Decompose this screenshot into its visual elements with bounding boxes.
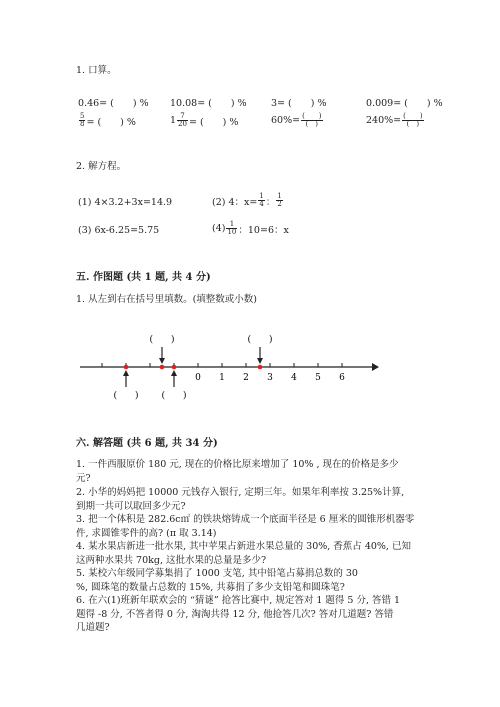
problem-2: 2. 小华的妈妈把 10000 元钱存入银行, 定期三年。如果年利率按 3.25%计算, 到期一共可以取回多少元? <box>76 487 405 512</box>
tick-label-0: 0 <box>195 373 201 383</box>
tick-label-2: 2 <box>243 373 249 383</box>
section-6-title: 六. 解答题 (共 6 题, 共 34 分) <box>76 438 218 449</box>
answer-bracket-top: ( ) <box>149 335 175 345</box>
tick-label-1: 1 <box>219 373 225 383</box>
q1-item-1: 0.46= ( ) % <box>78 98 149 109</box>
fraction: $\frac{1}{10}$ <box>227 220 237 236</box>
equation-4: (4) $\frac{1}{10}$ ：10=6：x <box>212 220 289 236</box>
tick-label-6: 6 <box>339 373 345 383</box>
tick-label-5: 5 <box>315 373 321 383</box>
q2-title: 2. 解方程。 <box>76 161 127 172</box>
problem-6: 6. 在六(1)班新年联欢会的 “猜谜” 抢答比赛中, 规定答对 1 题得 5 分, 答错 1 题得 -8 分, 不答者得 0 分, 淘淘共得 12 分, 他抢答几次? 答对几道题? 答错 几道题? <box>76 595 401 633</box>
number-line <box>70 325 390 405</box>
equation-3: (3) 6x-6.25=5.75 <box>78 225 160 236</box>
equation-2: (2) 4：x= $\frac{1}{4}$ ： $\frac{1}{2}$ <box>212 192 282 208</box>
point-marker <box>258 365 263 370</box>
problem-4: 4. 某水果店新进一批水果, 其中苹果占新进水果总量的 30%, 香蕉占 40%, 已知 这两种水果共 70kg, 这批水果的总量是多少? <box>76 541 411 566</box>
point-marker <box>124 365 129 370</box>
number-line-arrow-icon <box>372 363 379 371</box>
answer-bracket-top: ( ) <box>247 335 273 345</box>
q1-item-2: 10.08= ( ) % <box>170 98 247 109</box>
fraction: $\frac{7}{20}$ <box>178 112 187 128</box>
q1-item-3: 3= ( ) % <box>271 98 327 109</box>
q1-title: 1. 口算。 <box>76 65 117 76</box>
section-5-question: 1. 从左到右在括号里填数。(填整数或小数) <box>76 294 257 305</box>
fraction: $\frac{1}{2}$ <box>277 192 282 208</box>
equation-1: (1) 4×3.2+3x=14.9 <box>78 197 173 208</box>
number-line-ticks <box>102 363 342 367</box>
tick-label-4: 4 <box>291 373 297 383</box>
problem-1: 1. 一件西服原价 180 元, 现在的价格比原来增加了 10% , 现在的价格是多少 元? <box>76 459 399 484</box>
fraction: $\frac{( )}{( )}$ <box>302 112 322 128</box>
q1-item-7: 60%= $\frac{( )}{( )}$ <box>271 112 322 128</box>
problem-5: 5. 某校六年级同学募集捐了 1000 支笔, 其中铅笔占募捐总数的 30 %, 圆珠笔的数量占总数的 15%, 共募捐了多少支铅笔和圆珠笔? <box>76 568 358 593</box>
q1-item-8: 240%= $\frac{( )}{( )}$ <box>366 112 423 128</box>
answer-bracket-bottom: ( ) <box>161 391 187 401</box>
q1-item-6: 1 $\frac{7}{20}$ = ( ) % <box>170 112 239 128</box>
point-marker <box>160 365 165 370</box>
fraction: $\frac{( )}{( )}$ <box>403 112 423 128</box>
point-marker <box>172 365 177 370</box>
q1-item-5: $\frac{5}{8}$ = ( ) % <box>80 112 136 128</box>
tick-label-3: 3 <box>267 373 273 383</box>
fraction: $\frac{5}{8}$ <box>80 112 85 128</box>
answer-bracket-bottom: ( ) <box>113 391 139 401</box>
problem-3: 3. 把一个体积是 282.6c㎡ 的铁块熔铸成一个底面半径是 6 厘米的圆锥形机器零 件, 求圆锥零件的高? (π 取 3.14) <box>76 514 415 539</box>
fraction: $\frac{1}{4}$ <box>259 192 264 208</box>
q1-item-4: 0.009= ( ) % <box>366 98 443 109</box>
section-5-title: 五. 作图题 (共 1 题, 共 4 分) <box>76 272 211 283</box>
